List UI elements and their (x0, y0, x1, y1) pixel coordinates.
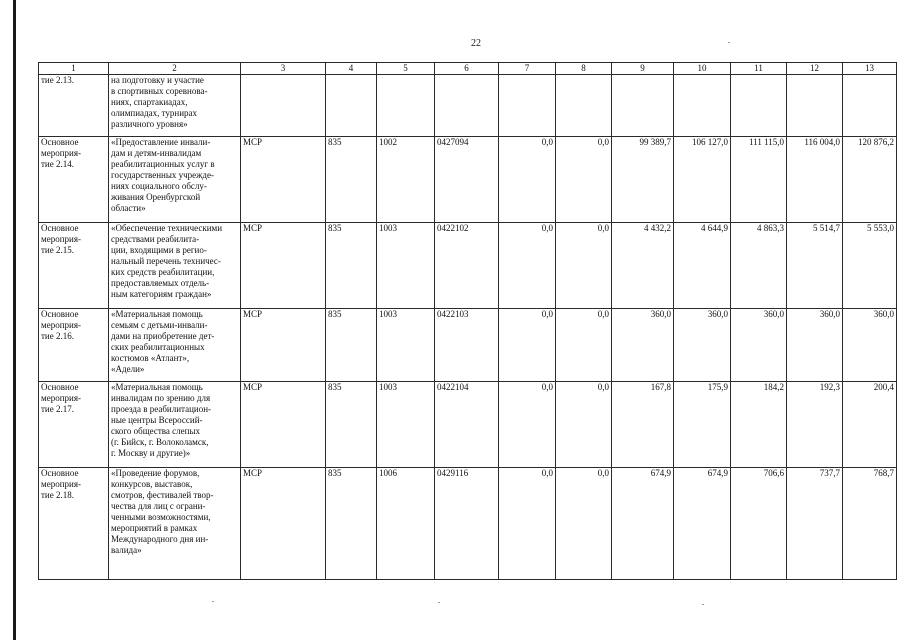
value-col-7: 0,0 (499, 223, 556, 309)
column-header: 1 (39, 63, 109, 75)
column-header: 9 (612, 63, 674, 75)
value-col-12: 737,7 (787, 468, 843, 580)
value-col-9 (612, 75, 674, 137)
value-col-9: 4 432,2 (612, 223, 674, 309)
grbs-code: 835 (326, 382, 377, 468)
column-header: 3 (241, 63, 326, 75)
measure-name: «Проведение форумов, конкурсов, выставок, смотров, фестивалей твор- чества для лиц с ограни- ченными возможностями, мероприятий в рамках Международного дня ин- валида» (109, 468, 241, 580)
target-article (435, 75, 499, 137)
administrator: МСР (241, 309, 326, 382)
column-header: 6 (435, 63, 499, 75)
value-col-10: 360,0 (674, 309, 731, 382)
target-article: 0422103 (435, 309, 499, 382)
grbs-code: 835 (326, 309, 377, 382)
administrator: МСР (241, 223, 326, 309)
scan-speck (702, 604, 704, 605)
value-col-9: 674,9 (612, 468, 674, 580)
value-col-8: 0,0 (556, 468, 612, 580)
value-col-12: 5 514,7 (787, 223, 843, 309)
measure-code: Основное мероприя- тие 2.16. (39, 309, 109, 382)
column-header: 5 (377, 63, 435, 75)
administrator: МСР (241, 382, 326, 468)
value-col-8 (556, 75, 612, 137)
value-col-10: 4 644,9 (674, 223, 731, 309)
section-code: 1002 (377, 137, 435, 223)
measure-name: на подготовку и участие в спортивных соревнова- ниях, спартакиадах, олимпиадах, турнирах различного уровня» (109, 75, 241, 137)
measure-name: «Предоставление инвали- дам и детям-инвалидам реабилитационных услуг в государственных учрежде- ниях социального обслу- живания Оренбургской области» (109, 137, 241, 223)
grbs-code: 835 (326, 223, 377, 309)
value-col-13: 768,7 (843, 468, 897, 580)
page-number: 22 (471, 38, 481, 49)
value-col-9: 99 389,7 (612, 137, 674, 223)
value-col-13 (843, 75, 897, 137)
column-header: 10 (674, 63, 731, 75)
scan-speck (212, 601, 214, 602)
target-article: 0422102 (435, 223, 499, 309)
table-row (39, 137, 897, 223)
section-code (377, 75, 435, 137)
value-col-8: 0,0 (556, 137, 612, 223)
measure-code: Основное мероприя- тие 2.18. (39, 468, 109, 580)
value-col-7: 0,0 (499, 382, 556, 468)
value-col-11 (731, 75, 787, 137)
target-article: 0427094 (435, 137, 499, 223)
column-header: 7 (499, 63, 556, 75)
administrator: МСР (241, 468, 326, 580)
measure-code: тие 2.13. (39, 75, 109, 137)
value-col-10: 175,9 (674, 382, 731, 468)
column-header: 11 (731, 63, 787, 75)
value-col-13: 200,4 (843, 382, 897, 468)
value-col-12: 360,0 (787, 309, 843, 382)
value-col-12: 192,3 (787, 382, 843, 468)
grbs-code (326, 75, 377, 137)
table-row (39, 309, 897, 382)
measure-name: «Обеспечение техническими средствами реабилита- ции, входящими в регио- нальный перечень техничес- ких средств реабилитации, предоставляемых отдель- ным категориям граждан» (109, 223, 241, 309)
value-col-13: 360,0 (843, 309, 897, 382)
value-col-10: 106 127,0 (674, 137, 731, 223)
section-code: 1003 (377, 223, 435, 309)
grbs-code: 835 (326, 137, 377, 223)
binder-edge (13, 0, 16, 640)
scan-speck (728, 42, 730, 43)
column-header: 8 (556, 63, 612, 75)
value-col-9: 167,8 (612, 382, 674, 468)
table-row (39, 75, 897, 137)
measure-name: «Материальная помощь инвалидам по зрению для проезда в реабилитацион- ные центры Всероссий- ского общества слепых (г. Бийск, г. Волоколамск, г. Москву и другие)» (109, 382, 241, 468)
measure-name: «Материальная помощь семьям с детьми-инвали- дами на приобретение дет- ских реабилитационных костюмов «Атлант», «Адели» (109, 309, 241, 382)
value-col-13: 5 553,0 (843, 223, 897, 309)
budget-table (38, 62, 897, 580)
value-col-13: 120 876,2 (843, 137, 897, 223)
value-col-8: 0,0 (556, 223, 612, 309)
value-col-11: 111 115,0 (731, 137, 787, 223)
grbs-code: 835 (326, 468, 377, 580)
value-col-7 (499, 75, 556, 137)
section-code: 1003 (377, 309, 435, 382)
value-col-9: 360,0 (612, 309, 674, 382)
value-col-8: 0,0 (556, 309, 612, 382)
value-col-12 (787, 75, 843, 137)
column-header: 2 (109, 63, 241, 75)
value-col-7: 0,0 (499, 137, 556, 223)
measure-code: Основное мероприя- тие 2.14. (39, 137, 109, 223)
measure-code: Основное мероприя- тие 2.15. (39, 223, 109, 309)
value-col-7: 0,0 (499, 309, 556, 382)
administrator: МСР (241, 137, 326, 223)
value-col-7: 0,0 (499, 468, 556, 580)
value-col-8: 0,0 (556, 382, 612, 468)
value-col-12: 116 004,0 (787, 137, 843, 223)
table-row (39, 382, 897, 468)
value-col-11: 184,2 (731, 382, 787, 468)
scan-speck (438, 602, 440, 603)
column-header: 4 (326, 63, 377, 75)
value-col-11: 4 863,3 (731, 223, 787, 309)
value-col-10: 674,9 (674, 468, 731, 580)
value-col-11: 360,0 (731, 309, 787, 382)
target-article: 0422104 (435, 382, 499, 468)
header-row (39, 63, 897, 75)
administrator (241, 75, 326, 137)
table-row (39, 223, 897, 309)
column-header: 13 (843, 63, 897, 75)
column-header: 12 (787, 63, 843, 75)
value-col-10 (674, 75, 731, 137)
section-code: 1003 (377, 382, 435, 468)
table-row (39, 468, 897, 580)
target-article: 0429116 (435, 468, 499, 580)
section-code: 1006 (377, 468, 435, 580)
value-col-11: 706,6 (731, 468, 787, 580)
measure-code: Основное мероприя- тие 2.17. (39, 382, 109, 468)
